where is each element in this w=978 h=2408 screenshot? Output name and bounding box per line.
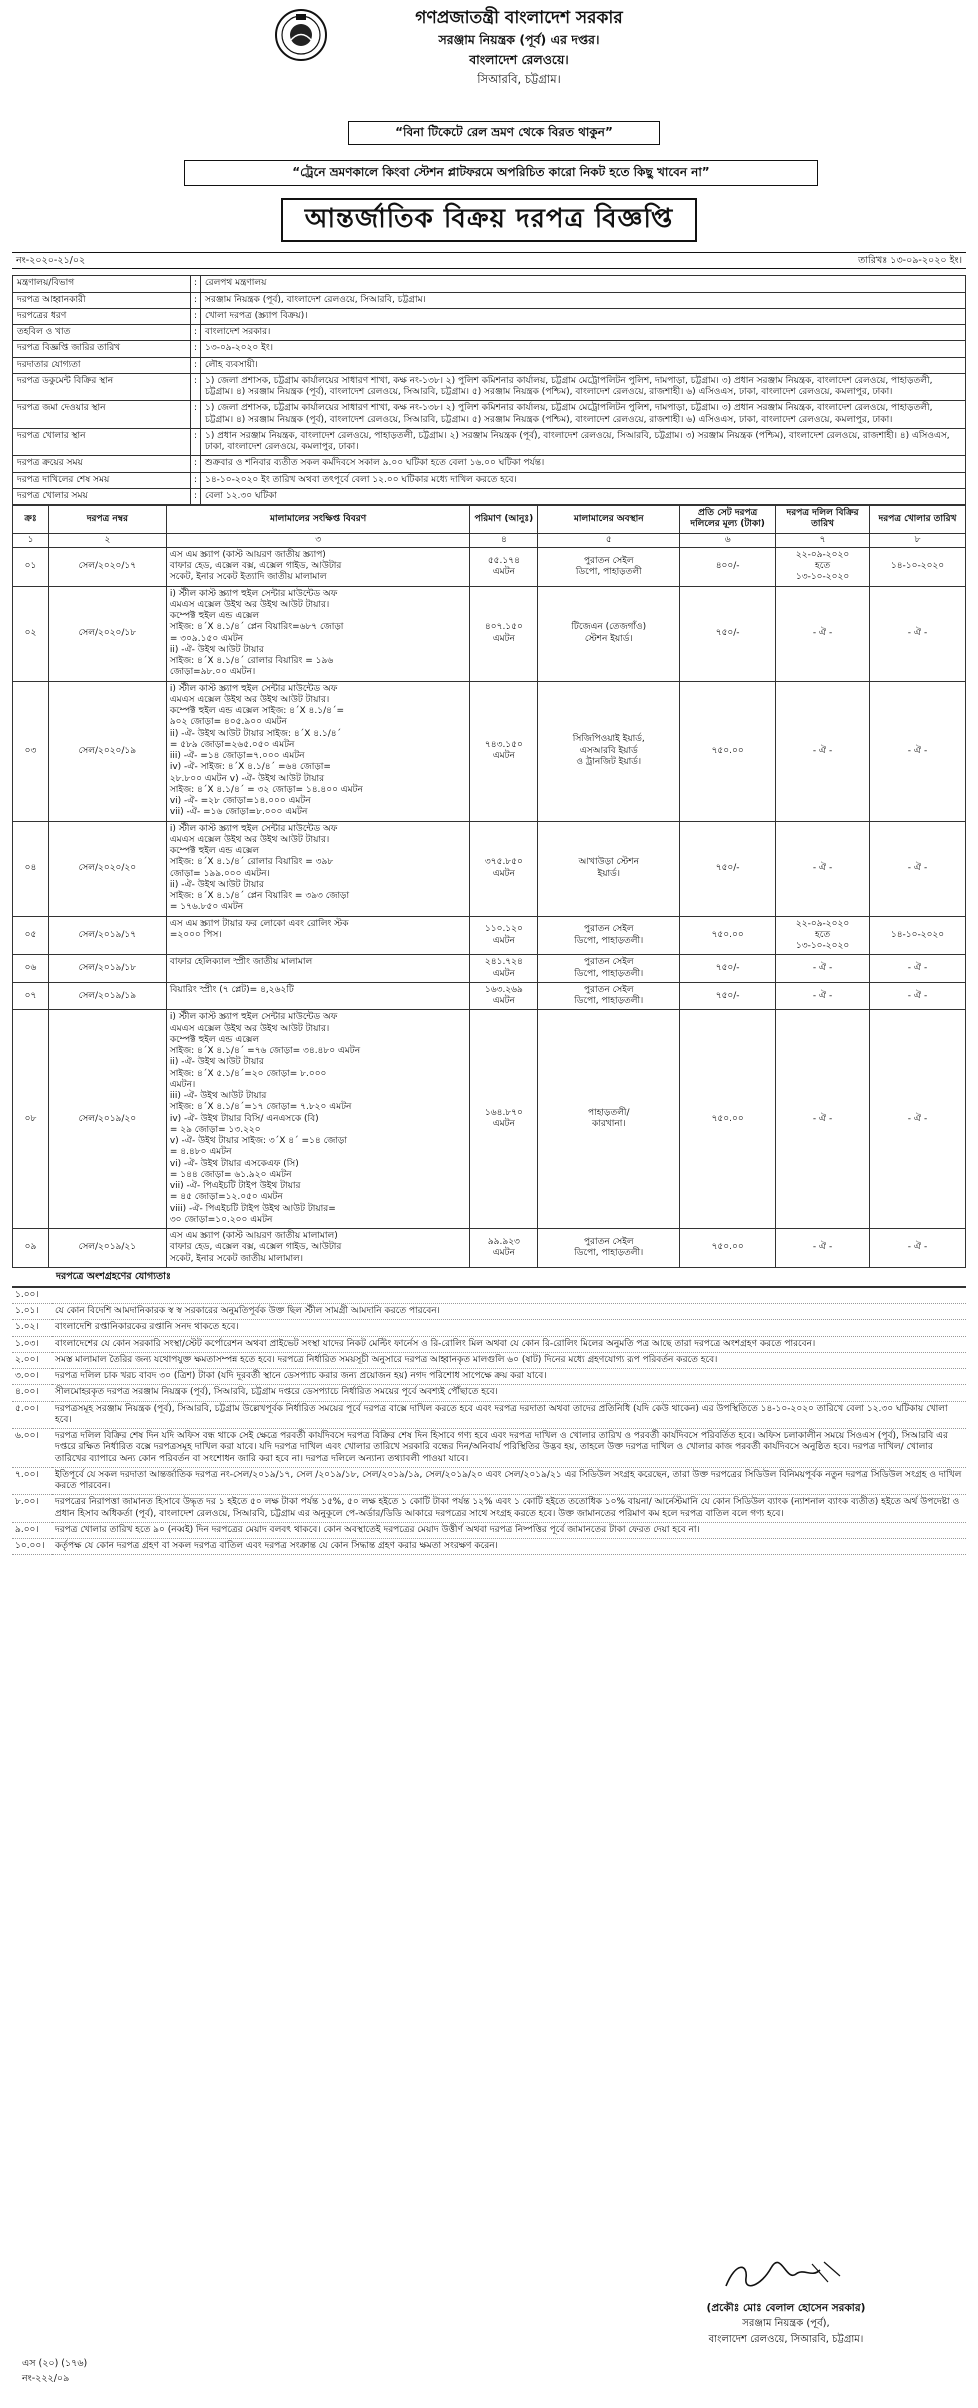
tender-number-cell: সেল/২০১৯/২০ [48, 1010, 166, 1229]
quantity-cell: ৫৫.১৭৪ এমটন [470, 547, 538, 586]
location-cell: টিজেএন (তেজগাঁও) স্টেশন ইয়ার্ড। [538, 586, 680, 681]
column-header: প্রতি সেট দরপত্র দলিলের মূল্য (টাকা) [680, 506, 776, 534]
condition-text: সমস্ত মালামাল তৈরির জন্য যথোপযুক্ত ক্ষমতাসম্পন্ন হতে হবে। দরপত্রে নির্ধারিত সময়সূচী অনুসারে দরপত্র আহ্বানকৃত মালগুলি ৬০ (ষাট) দিনের মধ্যে গ্রহণযোগ্য রূপ পরিবর্তন করতে হবে। [52, 1352, 966, 1368]
condition-number: ৮.০০। [12, 1495, 52, 1523]
condition-text: যে কোন বিদেশি আমদানিকারক স্ব স্ব সরকারের অনুমতিপূর্বক উক্ত ছিল স্টীল সামগ্রী আমদানি করতে পারবেন। [52, 1304, 966, 1320]
info-label: দরপত্র ডকুমেন্ট বিক্রির স্থান [13, 373, 191, 401]
condition-number: ৭.০০। [12, 1467, 52, 1495]
description-cell: i) স্টীল কাস্ট স্ক্র্যাপ হুইল সেন্টার মাউন্টেড অফ এমএস এক্সেল উইথ অর উইথ আউট টায়ার। কম্পেক্ট হুইল এন্ড এক্সেল সাইজ: ৪´X ৪.১/৪´= ৯০২ জোড়া= ৪০৫.৯০০ এমটন ii) -ঐ- উইথ আউট টায়ার সাইজ: ৪´X ৪.১/৪´ = ৫৮৯ জোড়া=২৬৫.০৫০ এমটন iii) -ঐ- =১৪ জোড়া=৭.০০০ এমটন iv) -ঐ- সাইজ: ৪´X ৪.১/৪´ =৬৪ জোড়া= ২৮.৮০০ এমটন v) -ঐ- উইথ আউট টায়ার সাইজ: ৪´X ৪.১/৪´ = ৩২ জোড়া= ১৪.৪০০ এমটন vi) -ঐ- =২৮ জোড়া=১৪.০০০ এমটন vii) -ঐ- =১৬ জোড়া=৮.০০০ এমটন [166, 681, 470, 821]
reference-row [12, 252, 966, 270]
opening-date-cell: ১৪-১০-২০২০ [870, 916, 966, 955]
location-cell: সিজিপিওয়াই ইয়ার্ড, এসআরবি ইয়ার্ড ও ট্রানজিট ইয়ার্ড। [538, 681, 680, 821]
info-value: ১৪-১০-২০২০ ইং তারিখ অথবা তৎপূর্বে বেলা ১২.০০ ঘটিকার মধ্যে দাখিল করতে হবে। [201, 472, 966, 488]
serial-cell: ০৮ [13, 1010, 49, 1229]
quantity-cell: ৯৯.৯২৩ এমটন [470, 1229, 538, 1268]
info-row [13, 472, 966, 488]
sale-date-cell: - ঐ - [776, 586, 870, 681]
price-cell: ৭৫০/- [680, 821, 776, 916]
info-value: ১) জেলা প্রশাসক, চট্টগ্রাম কার্যালয়ের সাধারণ শাখা, কক্ষ নং-১৩৮। ২) পুলিশ কমিশনার কার্যালয়, চট্টগ্রাম মেট্রোপলিটন পুলিশ, দামপাড়া, চট্টগ্রাম। ৩) প্রধান সরঞ্জাম নিয়ন্ত্রক, বাংলাদেশ রেলওয়ে, পাহাড়তলী, চট্টগ্রাম। ৪) সরঞ্জাম নিয়ন্ত্রক (পূর্ব), বাংলাদেশ রেলওয়ে, সিআরবি, চট্টগ্রাম। ৫) সরঞ্জাম নিয়ন্ত্রক (পশ্চিম), বাংলাদেশ রেলওয়ে, রাজশাহী। ৬) এসিওএস, ঢাকা, বাংলাদেশ রেলওয়ে, কমলাপুর, ঢাকা। [201, 401, 966, 429]
serial-cell: ০৯ [13, 1229, 49, 1268]
description-cell: এস এম স্ক্র্যাপ (কাস্ট আয়রণ জাতীয় মালামাল) বাফার হেড, এক্সেল বক্স, এক্সেল গাইড, আউটার সকেট, ইনার সকেট জাতীয় মালামাল। [166, 1229, 470, 1268]
condition-text: দরপত্র দলিল চাক খরচ বাবদ ৩০ (ত্রিশ) টাকা (যদি দূরবর্তী স্থানে ডেসপ্যাচ করার জন্য প্রয়োজন হয়) নগদ পরিশোধ সাপেক্ষে ক্রয় করা যাবে। [52, 1369, 966, 1385]
condition-number: ৯.০০। [12, 1522, 52, 1538]
quantity-cell: ৭৪৩.১৫০ এমটন [470, 681, 538, 821]
column-header: দরপত্র খোলার তারিখ [870, 506, 966, 534]
info-value: বাংলাদেশ সরকার। [201, 325, 966, 341]
condition-text: কর্তৃপক্ষ যে কোন দরপত্র গ্রহণ বা সকল দরপত্র বাতিল এবং দরপত্র সংক্রান্ত যে কোন সিদ্ধান্ত গ্রহণ করার ক্ষমতা সংরক্ষণ করেন। [52, 1539, 966, 1555]
info-value: শুক্রবার ও শনিবার ব্যতীত সকল কর্মদিবসে সকাল ৯.০০ ঘটিকা হতে বেলা ১৬.০০ ঘটিকা পর্যন্ত। [201, 456, 966, 472]
serial-cell: ০২ [13, 586, 49, 681]
tender-number-cell: সেল/২০১৯/১৭ [48, 916, 166, 955]
info-row [13, 276, 966, 292]
description-cell: বাফার হেলিক্যাল স্প্রীং জাতীয় মালামাল [166, 955, 470, 983]
description-cell: i) স্টীল কাস্ট স্ক্র্যাপ হুইল সেন্টার মাউন্টেড অফ এমএস এক্সেল উইথ অর উইথ আউট টায়ার। কম্পেক্ট হুইল এন্ড এক্সেল সাইজ: ৪´X ৪.১/৪´ =৭৬ জোড়া= ৩৪.৪৮০ এমটন ii) -ঐ- উইথ আউট টায়ার সাইজ: ৪´X ৫.১/৪´=২০ জোড়া= ৮.০০০ এমটন। iii) -ঐ- উইথ আউট টায়ার সাইজ: ৪´X ৪.১/৪´=১৭ জোড়া= ৭.৮২০ এমটন iv) -ঐ- উইথ টায়ার বিসি/ এনএসকে (বি) = ২৯ জোড়া= ১৩.২২০ v) -ঐ- উইথ টায়ার সাইজ: ৩´X ৪´ =১৪ জোড়া = ৪.৪৮০ এমটন vi) -ঐ- উইথ টায়ার এসকেএফ (সি) = ১৪৪ জোড়া= ৬১.৯২০ এমটন vii) -ঐ- পিএইচটি টাইপ উইথ টায়ার = ৪৫ জোড়া=১২.০৫০ এমটন viii) -ঐ- পিএইচটি টাইপ উইথ আউট টায়ার= ৩০ জোড়া=১০.২০০ এমটন [166, 1010, 470, 1229]
tender-number-cell: সেল/২০২০/১৯ [48, 681, 166, 821]
tender-number-cell: সেল/২০১৯/১৮ [48, 955, 166, 983]
info-label: দরপত্র আহ্বানকারী [13, 292, 191, 308]
condition-number: ৫.০০। [12, 1401, 52, 1429]
notice-title: আন্তর্জাতিক বিক্রয় দরপত্র বিজ্ঞপ্তি [281, 198, 698, 242]
info-row [13, 456, 966, 472]
serial-cell: ০৭ [13, 982, 49, 1010]
column-header: দরপত্র দলিল বিক্রির তারিখ [776, 506, 870, 534]
info-row [13, 325, 966, 341]
signature-icon [716, 2256, 856, 2294]
conditions-list [12, 1287, 966, 1556]
opening-date-cell: - ঐ - [870, 1229, 966, 1268]
condition-number: ৩.০০। [12, 1369, 52, 1385]
info-label: মন্ত্রণালয়/বিভাগ [13, 276, 191, 292]
organization-name: বাংলাদেশ রেলওয়ে। [469, 51, 569, 67]
column-header: ক্রঃ [13, 506, 49, 534]
condition-number: ১০.০০। [12, 1539, 52, 1555]
serial-cell: ০৫ [13, 916, 49, 955]
condition-item [12, 1287, 966, 1303]
info-value: ১) জেলা প্রশাসক, চট্টগ্রাম কার্যালয়ের সাধারণ শাখা, কক্ষ নং-১৩৮। ২) পুলিশ কমিশনার কার্যালয়, চট্টগ্রাম মেট্রোপলিটন পুলিশ, দামপাড়া, চট্টগ্রাম। ৩) প্রধান সরঞ্জাম নিয়ন্ত্রক, বাংলাদেশ রেলওয়ে, পাহাড়তলী, চট্টগ্রাম। ৪) সরঞ্জাম নিয়ন্ত্রক (পূর্ব), বাংলাদেশ রেলওয়ে, সিআরবি, চট্টগ্রাম। ৫) সরঞ্জাম নিয়ন্ত্রক (পশ্চিম), বাংলাদেশ রেলওয়ে, রাজশাহী। ৬) এসিওএস, ঢাকা, বাংলাদেশ রেলওয়ে, কমলাপুর, ঢাকা। [201, 373, 966, 401]
column-number: ১ [13, 533, 49, 547]
items-table [12, 505, 966, 1268]
sale-date-cell: ২২-০৯-২০২০ হতে ১৩-১০-২০২০ [776, 916, 870, 955]
condition-item [12, 1304, 966, 1320]
government-name: গণপ্রজাতন্ত্রী বাংলাদেশ সরকার [415, 8, 623, 28]
quantity-cell: ৩৭৫.৮৫০ এমটন [470, 821, 538, 916]
info-row [13, 373, 966, 401]
info-value: ১) প্রধান সরঞ্জাম নিয়ন্ত্রক, বাংলাদেশ রেলওয়ে, পাহাড়তলী, চট্টগ্রাম। ২) সরঞ্জাম নিয়ন্ত্রক (পূর্ব), বাংলাদেশ রেলওয়ে, সিআরবি, চট্টগ্রাম। ৩) সরঞ্জাম নিয়ন্ত্রক (পশ্চিম), বাংলাদেশ রেলওয়ে, রাজশাহী। ৪) এসিওএস, ঢাকা, বাংলাদেশ রেলওয়ে, কমলাপুর, ঢাকা। [201, 428, 966, 456]
opening-date-cell: - ঐ - [870, 955, 966, 983]
opening-date-cell: - ঐ - [870, 586, 966, 681]
quantity-cell: ১৬৩.২৬৯ এমটন [470, 982, 538, 1010]
tender-number-cell: সেল/২০২০/১৭ [48, 547, 166, 586]
opening-date-cell: ১৪-১০-২০২০ [870, 547, 966, 586]
location-cell: পাহাড়তলী/ কারখানা। [538, 1010, 680, 1229]
table-row [13, 547, 966, 586]
description-cell: বিয়ারিং স্প্রীং (৭ প্লেট)= ৪,২৬২টি [166, 982, 470, 1010]
info-colon: : [191, 373, 201, 401]
condition-item [12, 1495, 966, 1523]
sale-date-cell: - ঐ - [776, 821, 870, 916]
sale-date-cell: - ঐ - [776, 681, 870, 821]
signatory-designation: সরঞ্জাম নিয়ন্ত্রক (পূর্ব), [742, 2318, 830, 2330]
footer-memo: নং-২২২/০৯ [22, 2373, 70, 2385]
column-header: মালামালের সংক্ষিপ্ত বিবরণ [166, 506, 470, 534]
info-label: দরপত্র ক্রয়ের সময় [13, 456, 191, 472]
info-colon: : [191, 456, 201, 472]
sale-date-cell: - ঐ - [776, 1229, 870, 1268]
condition-number: ২.০০। [12, 1352, 52, 1368]
condition-number: ১.০১। [12, 1304, 52, 1320]
office-name: সরঞ্জাম নিয়ন্ত্রক (পূর্ব) এর দপ্তর। [438, 32, 600, 48]
signatory-name: (প্রকৌঃ মোঃ বেলাল হোসেন সরকার) [706, 2302, 866, 2314]
price-cell: ৭৫০.০০ [680, 681, 776, 821]
signature-block [656, 2256, 916, 2346]
table-row [13, 821, 966, 916]
condition-item [12, 1522, 966, 1538]
quantity-cell: ২৪১.৭২৪ এমটন [470, 955, 538, 983]
info-row [13, 341, 966, 357]
condition-number: ১.০৩। [12, 1336, 52, 1352]
info-label: দরপত্র খোলার স্থান [13, 428, 191, 456]
condition-item [12, 1467, 966, 1495]
tender-number-cell: সেল/২০২০/১৮ [48, 586, 166, 681]
info-row [13, 357, 966, 373]
sale-date-cell: - ঐ - [776, 1010, 870, 1229]
condition-text [52, 1287, 966, 1303]
price-cell: ৭৫০.০০ [680, 1229, 776, 1268]
info-colon: : [191, 325, 201, 341]
opening-date-cell: - ঐ - [870, 1010, 966, 1229]
opening-date-cell: - ঐ - [870, 821, 966, 916]
info-colon: : [191, 308, 201, 324]
price-cell: ৭৫০/- [680, 982, 776, 1010]
info-colon: : [191, 401, 201, 429]
quantity-cell: ৪০৭.১৫০ এমটন [470, 586, 538, 681]
reference-number: নং-২০২০-২১/০২ [16, 254, 86, 266]
condition-text: ইতিপূর্বে যে সকল দরদাতা আন্তর্জাতিক দরপত্র নং-সেল/২০১৯/১৭, সেল /২০১৯/১৮, সেল/২০১৯/১৯, সেল/২০১৯/২০ এবং সেল/২০১৯/২১ এর সিডিউল সংগ্রহ করেছেন, তারা উক্ত দরপত্রের সিডিউল বিনিময়পূর্বক নতুন দরপত্র সিডিউল সংগ্রহ ও দাখিল করতে পারবেন। [52, 1467, 966, 1495]
tender-number-cell: সেল/২০১৯/১৯ [48, 982, 166, 1010]
info-value: সরঞ্জাম নিয়ন্ত্রক (পূর্ব), বাংলাদেশ রেলওয়ে, সিআরবি, চট্টগ্রাম। [201, 292, 966, 308]
condition-text: দরপত্রসমূহ সরঞ্জাম নিয়ন্ত্রক (পূর্ব), সিআরবি, চট্টগ্রাম উল্লেখপূর্বক নির্ধারিত সময়ের পূর্বে দরপত্র বাক্সে দাখিল করতে হবে এবং দরপত্র দরদাতা অথবা তাদের প্রতিনিধি (যদি কেউ থাকেন) এর উপস্থিতিতে ১৪-১০-২০২০ তারিখে বেলা ১২.৩০ ঘটিকায় খোলা হবে। [52, 1401, 966, 1429]
table-row [13, 955, 966, 983]
slogan-food: “ট্রেনে ভ্রমণকালে কিংবা স্টেশন প্লাটফরমে অপরিচিত কারো নিকট হতে কিছু খাবেন না” [184, 160, 818, 186]
info-value: বেলা ১২.৩০ ঘটিকা [201, 488, 966, 504]
condition-item [12, 1352, 966, 1368]
table-row [13, 1010, 966, 1229]
description-cell: i) স্টীল কাস্ট স্ক্র্যাপ হুইল সেন্টার মাউন্টেড অফ এমএস এক্সেল উইথ অর উইথ আউট টায়ার। কম্পেক্ট হুইল এন্ড এক্সেল সাইজ: ৪´X ৪.১/৪´ রোলার বিয়ারিং = ৩৯৮ জোড়া= ১৯৯.০০০ এমটন। ii) -ঐ- উইথ আউট টায়ার সাইজ: ৪´X ৪.১/৪´ প্লেন বিয়ারিং = ৩৯৩ জোড়া = ১৭৬.৮৫০ এমটন [166, 821, 470, 916]
conditions-heading: দরপত্রে অংশগ্রহণের যোগ্যতাঃ [12, 1268, 966, 1287]
condition-text: বাংলাদেশি রপ্তানিকারকের রপ্তানি সনদ থাকতে হবে। [52, 1320, 966, 1336]
price-cell: ৭৫০.০০ [680, 1010, 776, 1229]
opening-date-cell: - ঐ - [870, 982, 966, 1010]
info-value: খোলা দরপত্র (স্ক্র্যাপ বিক্রয়)। [201, 308, 966, 324]
price-cell: ৭৫০/- [680, 586, 776, 681]
opening-date-cell: - ঐ - [870, 681, 966, 821]
signatory-office: বাংলাদেশ রেলওয়ে, সিআরবি, চট্টগ্রাম। [708, 2333, 864, 2345]
info-colon: : [191, 276, 201, 292]
info-row [13, 488, 966, 504]
info-colon: : [191, 341, 201, 357]
office-address: সিআরবি, চট্টগ্রাম। [477, 71, 561, 86]
location-cell: পুরাতন সেইল ডিপো, পাহাড়তলী [538, 547, 680, 586]
serial-cell: ০৬ [13, 955, 49, 983]
column-number: ৫ [538, 533, 680, 547]
condition-item [12, 1539, 966, 1555]
column-number: ৮ [870, 533, 966, 547]
info-row [13, 401, 966, 429]
info-label: দরপত্র জমা দেওয়ার স্থান [13, 401, 191, 429]
sale-date-cell: - ঐ - [776, 982, 870, 1010]
condition-item [12, 1429, 966, 1468]
info-row [13, 428, 966, 456]
table-row [13, 586, 966, 681]
info-label: দরপত্র খোলার সময় [13, 488, 191, 504]
tender-number-cell: সেল/২০১৯/২১ [48, 1229, 166, 1268]
description-cell: i) স্টীল কাস্ট স্ক্র্যাপ হুইল সেন্টার মাউন্টেড অফ এমএস এক্সেল উইথ অর উইথ আউট টায়ার। কম্পেক্ট হুইল এন্ড এক্সেল সাইজ: ৪´X ৪.১/৪´ প্লেন বিয়ারিং=৬৮৭ জোড়া = ৩০৯.১৫০ এমটন ii) -ঐ- উইথ আউট টায়ার সাইজ: ৪´X ৪.১/৪´ রোলার বিয়ারিং = ১৯৬ জোড়া=৯৮.০০ এমটন। [166, 586, 470, 681]
footer-code: এস (২০) (১৭৬) [22, 2358, 88, 2369]
condition-item [12, 1320, 966, 1336]
location-cell: আখাউড়া স্টেশন ইয়ার্ড। [538, 821, 680, 916]
info-value: লৌহ ব্যবসায়ী। [201, 357, 966, 373]
condition-item [12, 1401, 966, 1429]
info-value: রেলপথ মন্ত্রণালয় [201, 276, 966, 292]
table-row [13, 982, 966, 1010]
info-label: দরপত্র দাখিলের শেষ সময় [13, 472, 191, 488]
condition-item [12, 1369, 966, 1385]
condition-number: ৪.০০। [12, 1385, 52, 1401]
description-cell: এস এম স্ক্র্যাপ টায়ার ফর লোকো এবং রোলিং স্টক =২০০০ পিস। [166, 916, 470, 955]
table-row [13, 681, 966, 821]
info-value: ১৩-০৯-২০২০ ইং। [201, 341, 966, 357]
price-cell: ৪০০/- [680, 547, 776, 586]
location-cell: পুরাতন সেইল ডিপো, পাহাড়তলী। [538, 955, 680, 983]
location-cell: পুরাতন সেইল ডিপো, পাহাড়তলী। [538, 1229, 680, 1268]
info-label: দরপত্রের ধরণ [13, 308, 191, 324]
column-number: ৪ [470, 533, 538, 547]
footer-codes [22, 2356, 87, 2386]
column-number: ৩ [166, 533, 470, 547]
location-cell: পুরাতন সেইল ডিপো, পাহাড়তলী। [538, 916, 680, 955]
description-cell: এস এম স্ক্র্যাপ (কাস্ট আয়রণ জাতীয় স্ক্র্যাপ) বাফার হেড, এক্সেল বক্স, এক্সেল গাইড, আউটার সকেট, ইনার সকেট ইত্যাদি জাতীয় মালামাল [166, 547, 470, 586]
condition-number: ১.০২। [12, 1320, 52, 1336]
condition-text: দরপত্র খোলার তারিখ হতে ৯০ (নব্বই) দিন দরপত্রের মেয়াদ বলবৎ থাকবে। কোন অবস্থাতেই দরপত্রের মেয়াদ উত্তীর্ণ অথবা দরপত্র নিষ্পত্তির পূর্বে জামানতের টাকা ফেরত দেয়া হবে না। [52, 1522, 966, 1538]
tender-number-cell: সেল/২০২০/২০ [48, 821, 166, 916]
sale-date-cell: ২২-০৯-২০২০ হতে ১৩-১০-২০২০ [776, 547, 870, 586]
info-colon: : [191, 357, 201, 373]
serial-cell: ০১ [13, 547, 49, 586]
serial-cell: ০৪ [13, 821, 49, 916]
info-label: দরপত্র বিজ্ঞপ্তি জারির তারিখ [13, 341, 191, 357]
info-colon: : [191, 428, 201, 456]
info-colon: : [191, 292, 201, 308]
column-header: দরপত্র নম্বর [48, 506, 166, 534]
reference-date: তারিখঃ ১৩-০৯-২০২০ ইং। [858, 254, 962, 266]
slogan-ticket: “বিনা টিকেটে রেল ভ্রমণ থেকে বিরত থাকুন” [348, 121, 660, 145]
column-number: ৬ [680, 533, 776, 547]
price-cell: ৭৫০.০০ [680, 916, 776, 955]
column-header: পরিমাণ (আনুঃ) [470, 506, 538, 534]
condition-text: দরপত্র দলিল বিক্রির শেষ দিন যদি অফিস বন্ধ থাকে সেই ক্ষেত্রে পরবর্তী কার্যদিবসে দরপত্র বিক্রির শেষ দিন হিসাবে গণ্য হবে এবং দরপত্র দাখিল ও খোলার তারিখ ও পরবর্তী কার্যদিবসে পরিবর্তিত হবে। অফিস চলাকালীন সময়ে সিওএস (পূর্ব), সিআরবি এর দপ্তরে রক্ষিত নির্ধারিত বক্সে দরপত্রসমূহ দাখিল করা যাবে। যদি দরপত্র দাখিল এবং খোলার তারিখে সরকারি বন্ধের দিন/অনিবার্য পরিস্থিতির উদ্ভব হয়, তাহলে উক্ত দরপত্র দাখিল ও খোলার কাজ পরবর্তী কার্যদিবসে অনুষ্ঠিত হবে। দরপত্র দাখিল/ খোলার তারিখের ব্যাপারে অন্য কোন পরিবর্তন বা সংশোধন জারি করা হবে না। দরপত্র দলিলে অন্যান্য তথ্যাবলী পাওয়া যাবে। [52, 1429, 966, 1468]
sale-date-cell: - ঐ - [776, 955, 870, 983]
condition-number: ১.০০। [12, 1287, 52, 1303]
condition-text: বাংলাদেশের যে কোন সরকারি সংস্থা/স্টেট কর্পোরেশন অথবা প্রাইভেট সংস্থা যাদের নিকট মেল্টিং ফার্নেস ও রি-রোলিং মিল অথবা যে কোন রি-রোলিং মিলের অনুমতি পত্র আছে তারা দরপত্রে অংশগ্রহণ করতে পারবেন। [52, 1336, 966, 1352]
quantity-cell: ১১০.১২০ এমটন [470, 916, 538, 955]
condition-text: দরপত্রের নিরাপত্তা জামানত হিসাবে উদ্ধৃত দর ১ হইতে ৫০ লক্ষ টাকা পর্যন্ত ১৫%, ৫০ লক্ষ হইতে ১ কোটি টাকা পর্যন্ত ১২% এবং ১ কোটি হইতে ততোধিক ১০% বায়না/ আর্নেস্টমানি যে কোন সিডিউল ব্যাংক (ন্যাশনাল ব্যাংক ব্যতীত) হইতে অর্থ উপদেষ্টা ও প্রধান হিসাব অধিকর্তা (পূর্ব), বাংলাদেশ রেলওয়ে, সিআরবি, চট্টগ্রাম এর অনুকূলে পে-অর্ডার/ডিডি আকারে দরপত্রের সাথে সংগ্রহ করতে হবে। উক্ত জামানতের পরিমাণ কম হলে দরপত্র বাতিল বলে গণ্য হবে। [52, 1495, 966, 1523]
tender-info-table [12, 275, 966, 505]
info-colon: : [191, 472, 201, 488]
column-number: ৭ [776, 533, 870, 547]
table-row [13, 1229, 966, 1268]
info-row [13, 308, 966, 324]
info-label: তহবিল ও খাত [13, 325, 191, 341]
column-number: ২ [48, 533, 166, 547]
condition-item [12, 1336, 966, 1352]
info-label: দরদাতার যোগ্যতা [13, 357, 191, 373]
info-row [13, 292, 966, 308]
column-header: মালামালের অবস্থান [538, 506, 680, 534]
info-colon: : [191, 488, 201, 504]
condition-text: সীলমোহরকৃত দরপত্র সরঞ্জাম নিয়ন্ত্রক (পূর্ব), সিআরবি, চট্টগ্রাম দপ্তরে ডেসপ্যাচে নির্ধারিত সময়ের পূর্বে অবশ্যই পৌঁছাতে হবে। [52, 1385, 966, 1401]
quantity-cell: ১৬৪.৮৭০ এমটন [470, 1010, 538, 1229]
table-row [13, 916, 966, 955]
price-cell: ৭৫০/- [680, 955, 776, 983]
condition-number: ৬.০০। [12, 1429, 52, 1468]
condition-item [12, 1385, 966, 1401]
serial-cell: ০৩ [13, 681, 49, 821]
location-cell: পুরাতন সেইল ডিপো, পাহাড়তলী। [538, 982, 680, 1010]
notice-header [12, 8, 966, 196]
